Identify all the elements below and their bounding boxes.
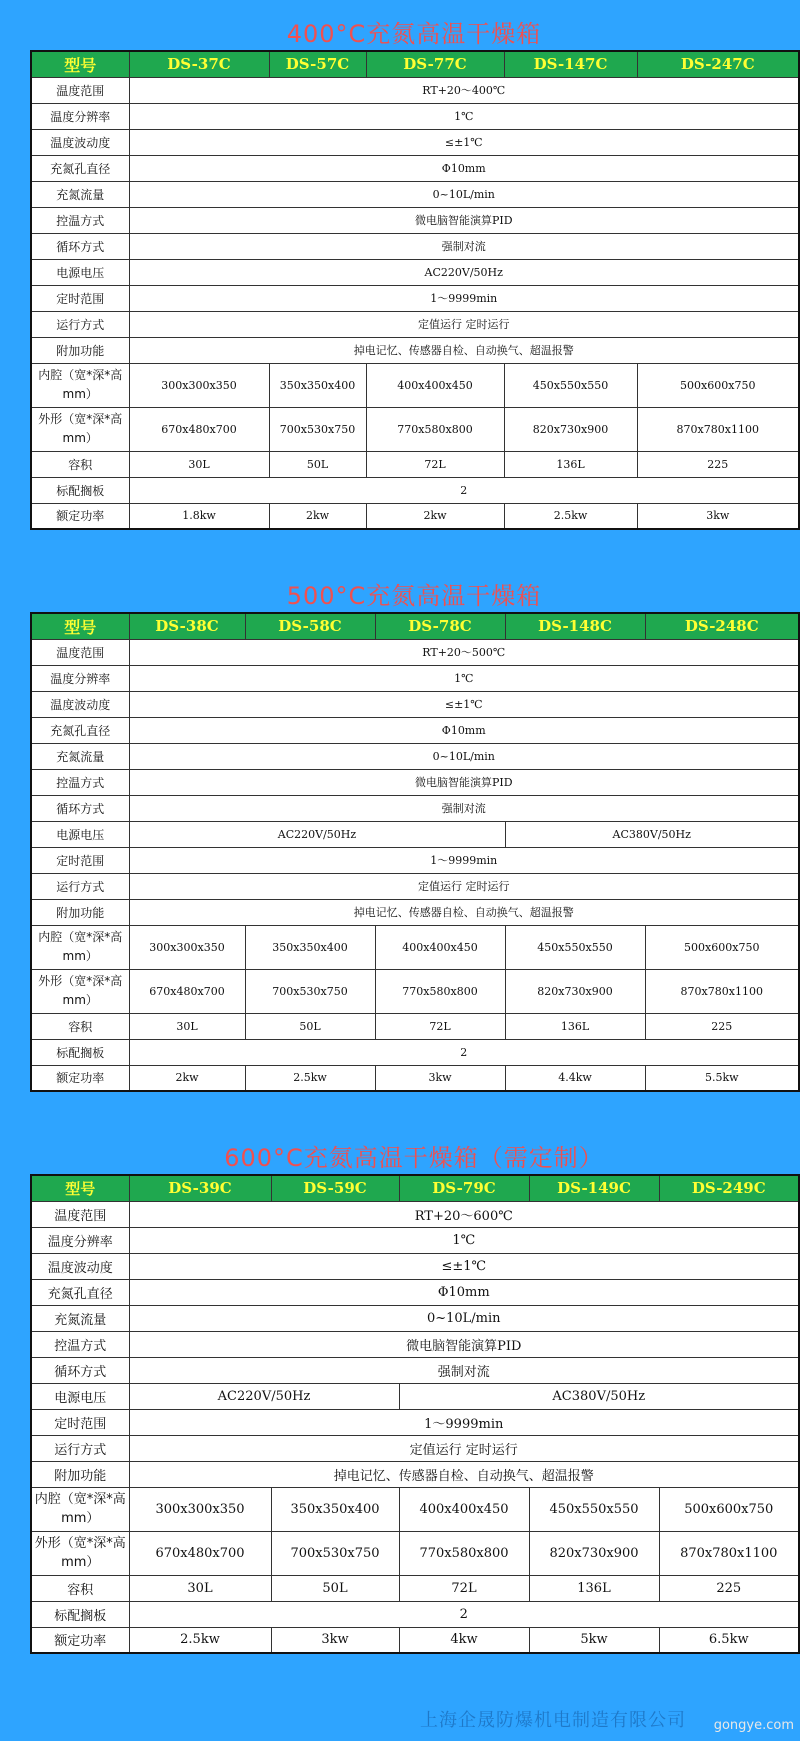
row-label: 附加功能 bbox=[31, 1461, 129, 1487]
row-value: 30L bbox=[129, 1013, 245, 1039]
spec-table bbox=[30, 50, 800, 530]
row-label: 充氮流量 bbox=[31, 181, 129, 207]
row-value: 670x480x700 bbox=[129, 407, 269, 451]
header-row bbox=[31, 1175, 799, 1201]
row-value: 30L bbox=[129, 1575, 271, 1601]
row-label: 标配搁板 bbox=[31, 1039, 129, 1065]
row-value: AC220V/50Hz bbox=[129, 1383, 399, 1409]
row-value: 掉电记忆、传感器自检、自动换气、超温报警 bbox=[129, 337, 799, 363]
row-value: 136L bbox=[505, 1013, 645, 1039]
model-cell: DS-147C bbox=[504, 51, 637, 77]
spec-section-600 bbox=[30, 1142, 798, 1654]
model-cell: DS-149C bbox=[529, 1175, 659, 1201]
row-value: 450x550x550 bbox=[504, 363, 637, 407]
table-row bbox=[31, 1279, 799, 1305]
table-row bbox=[31, 1531, 799, 1575]
row-value: 4kw bbox=[399, 1627, 529, 1653]
row-value: 定值运行 定时运行 bbox=[129, 873, 799, 899]
row-value: 225 bbox=[659, 1575, 799, 1601]
table-row bbox=[31, 1227, 799, 1253]
row-value: 72L bbox=[375, 1013, 505, 1039]
row-value: 3kw bbox=[637, 503, 799, 529]
table-row bbox=[31, 969, 799, 1013]
row-value: 820x730x900 bbox=[504, 407, 637, 451]
row-value: AC220V/50Hz bbox=[129, 259, 799, 285]
table-row bbox=[31, 1461, 799, 1487]
row-label: 温度范围 bbox=[31, 1201, 129, 1227]
row-label: 温度分辨率 bbox=[31, 1227, 129, 1253]
spec-section-400 bbox=[30, 18, 798, 530]
row-label: 充氮孔直径 bbox=[31, 155, 129, 181]
table-row bbox=[31, 337, 799, 363]
row-label: 温度范围 bbox=[31, 77, 129, 103]
row-value: ≤±1℃ bbox=[129, 1253, 799, 1279]
row-value: 4.4kw bbox=[505, 1065, 645, 1091]
table-row bbox=[31, 1253, 799, 1279]
model-cell: DS-248C bbox=[645, 613, 799, 639]
row-value: 770x580x800 bbox=[375, 969, 505, 1013]
table-row bbox=[31, 477, 799, 503]
row-label: 额定功率 bbox=[31, 1627, 129, 1653]
row-value: 30L bbox=[129, 451, 269, 477]
row-label: 充氮孔直径 bbox=[31, 717, 129, 743]
row-value: 225 bbox=[645, 1013, 799, 1039]
row-label: 内腔（宽*深*高mm） bbox=[31, 1487, 129, 1531]
row-label: 容积 bbox=[31, 451, 129, 477]
row-label: 运行方式 bbox=[31, 311, 129, 337]
model-cell: DS-57C bbox=[269, 51, 366, 77]
row-value: 1～9999min bbox=[129, 847, 799, 873]
row-label: 循环方式 bbox=[31, 795, 129, 821]
row-value: 300x300x350 bbox=[129, 1487, 271, 1531]
row-value: ≤±1℃ bbox=[129, 129, 799, 155]
row-value: Φ10mm bbox=[129, 717, 799, 743]
row-value: 870x780x1100 bbox=[645, 969, 799, 1013]
table-row bbox=[31, 795, 799, 821]
row-value: 强制对流 bbox=[129, 233, 799, 259]
row-label: 额定功率 bbox=[31, 503, 129, 529]
row-label: 控温方式 bbox=[31, 1331, 129, 1357]
model-cell: DS-247C bbox=[637, 51, 799, 77]
row-label: 附加功能 bbox=[31, 337, 129, 363]
row-value: 5.5kw bbox=[645, 1065, 799, 1091]
row-value: 670x480x700 bbox=[129, 1531, 271, 1575]
model-header: 型号 bbox=[31, 51, 129, 77]
row-label: 运行方式 bbox=[31, 1435, 129, 1461]
row-label: 充氮流量 bbox=[31, 1305, 129, 1331]
row-label: 标配搁板 bbox=[31, 477, 129, 503]
row-value: 770x580x800 bbox=[399, 1531, 529, 1575]
row-label: 循环方式 bbox=[31, 1357, 129, 1383]
model-cell: DS-59C bbox=[271, 1175, 399, 1201]
model-cell: DS-58C bbox=[245, 613, 375, 639]
table-row bbox=[31, 207, 799, 233]
table-row bbox=[31, 743, 799, 769]
row-value: Φ10mm bbox=[129, 155, 799, 181]
row-value: 670x480x700 bbox=[129, 969, 245, 1013]
table-row bbox=[31, 285, 799, 311]
table-row bbox=[31, 1409, 799, 1435]
row-value: 400x400x450 bbox=[399, 1487, 529, 1531]
row-value: 450x550x550 bbox=[505, 925, 645, 969]
row-value: 6.5kw bbox=[659, 1627, 799, 1653]
table-row bbox=[31, 1331, 799, 1357]
table-row bbox=[31, 691, 799, 717]
company-watermark: 上海企晟防爆机电制造有限公司 bbox=[420, 1710, 686, 1731]
row-value: 500x600x750 bbox=[645, 925, 799, 969]
row-value: 2 bbox=[129, 1039, 799, 1065]
row-value: 2.5kw bbox=[504, 503, 637, 529]
row-value: AC220V/50Hz bbox=[129, 821, 505, 847]
row-value: AC380V/50Hz bbox=[505, 821, 799, 847]
row-label: 标配搁板 bbox=[31, 1601, 129, 1627]
row-value: 掉电记忆、传感器自检、自动换气、超温报警 bbox=[129, 899, 799, 925]
model-cell: DS-78C bbox=[375, 613, 505, 639]
table-row bbox=[31, 1575, 799, 1601]
table-row bbox=[31, 821, 799, 847]
row-value: 870x780x1100 bbox=[659, 1531, 799, 1575]
spec-table bbox=[30, 612, 800, 1092]
row-value: 400x400x450 bbox=[375, 925, 505, 969]
row-label: 定时范围 bbox=[31, 1409, 129, 1435]
header-row bbox=[31, 51, 799, 77]
row-value: 350x350x400 bbox=[245, 925, 375, 969]
row-label: 内腔（宽*深*高mm） bbox=[31, 925, 129, 969]
model-cell: DS-37C bbox=[129, 51, 269, 77]
row-label: 运行方式 bbox=[31, 873, 129, 899]
row-value: 5kw bbox=[529, 1627, 659, 1653]
table-row bbox=[31, 639, 799, 665]
table-row bbox=[31, 259, 799, 285]
row-label: 外形（宽*深*高mm） bbox=[31, 969, 129, 1013]
row-value: 微电脑智能演算PID bbox=[129, 769, 799, 795]
row-value: 50L bbox=[271, 1575, 399, 1601]
model-header: 型号 bbox=[31, 613, 129, 639]
table-row bbox=[31, 363, 799, 407]
row-value: 350x350x400 bbox=[269, 363, 366, 407]
row-label: 温度波动度 bbox=[31, 129, 129, 155]
table-row bbox=[31, 1487, 799, 1531]
row-value: 300x300x350 bbox=[129, 363, 269, 407]
row-value: 强制对流 bbox=[129, 1357, 799, 1383]
row-label: 电源电压 bbox=[31, 259, 129, 285]
model-cell: DS-79C bbox=[399, 1175, 529, 1201]
table-row bbox=[31, 873, 799, 899]
table-row bbox=[31, 311, 799, 337]
row-value: 136L bbox=[504, 451, 637, 477]
row-label: 外形（宽*深*高mm） bbox=[31, 1531, 129, 1575]
table-row bbox=[31, 925, 799, 969]
row-label: 定时范围 bbox=[31, 285, 129, 311]
model-cell: DS-77C bbox=[366, 51, 504, 77]
row-value: RT+20～600℃ bbox=[129, 1201, 799, 1227]
row-value: RT+20～500℃ bbox=[129, 639, 799, 665]
row-value: 450x550x550 bbox=[529, 1487, 659, 1531]
table-row bbox=[31, 1357, 799, 1383]
table-row bbox=[31, 181, 799, 207]
row-value: 500x600x750 bbox=[637, 363, 799, 407]
row-value: 2kw bbox=[129, 1065, 245, 1091]
row-value: 72L bbox=[399, 1575, 529, 1601]
row-value: 2.5kw bbox=[245, 1065, 375, 1091]
table-row bbox=[31, 129, 799, 155]
row-label: 电源电压 bbox=[31, 821, 129, 847]
model-header: 型号 bbox=[31, 1175, 129, 1201]
row-value: 300x300x350 bbox=[129, 925, 245, 969]
table-row bbox=[31, 899, 799, 925]
row-label: 定时范围 bbox=[31, 847, 129, 873]
row-value: 820x730x900 bbox=[529, 1531, 659, 1575]
row-label: 温度波动度 bbox=[31, 691, 129, 717]
row-label: 温度分辨率 bbox=[31, 665, 129, 691]
spec-table bbox=[30, 1174, 800, 1654]
row-value: 700x530x750 bbox=[269, 407, 366, 451]
row-value: ≤±1℃ bbox=[129, 691, 799, 717]
table-row bbox=[31, 1601, 799, 1627]
row-label: 循环方式 bbox=[31, 233, 129, 259]
header-row bbox=[31, 613, 799, 639]
row-value: 820x730x900 bbox=[505, 969, 645, 1013]
model-cell: DS-249C bbox=[659, 1175, 799, 1201]
table-row bbox=[31, 1013, 799, 1039]
section-title: 600°C充氮高温干燥箱（需定制） bbox=[224, 1144, 604, 1172]
row-value: AC380V/50Hz bbox=[399, 1383, 799, 1409]
row-label: 充氮流量 bbox=[31, 743, 129, 769]
row-value: 770x580x800 bbox=[366, 407, 504, 451]
row-value: 1～9999min bbox=[129, 285, 799, 311]
row-value: 2.5kw bbox=[129, 1627, 271, 1653]
row-value: 50L bbox=[269, 451, 366, 477]
table-row bbox=[31, 1435, 799, 1461]
row-value: 2 bbox=[129, 1601, 799, 1627]
row-value: 1.8kw bbox=[129, 503, 269, 529]
table-row bbox=[31, 1201, 799, 1227]
row-label: 温度分辨率 bbox=[31, 103, 129, 129]
row-value: 定值运行 定时运行 bbox=[129, 1435, 799, 1461]
table-row bbox=[31, 1305, 799, 1331]
table-row bbox=[31, 717, 799, 743]
row-value: 强制对流 bbox=[129, 795, 799, 821]
table-row bbox=[31, 233, 799, 259]
table-row bbox=[31, 77, 799, 103]
row-label: 额定功率 bbox=[31, 1065, 129, 1091]
row-value: 1～9999min bbox=[129, 1409, 799, 1435]
model-cell: DS-39C bbox=[129, 1175, 271, 1201]
row-value: 72L bbox=[366, 451, 504, 477]
section-title: 400°C充氮高温干燥箱 bbox=[286, 20, 542, 48]
model-cell: DS-38C bbox=[129, 613, 245, 639]
row-value: 2kw bbox=[269, 503, 366, 529]
table-row bbox=[31, 103, 799, 129]
row-value: 3kw bbox=[271, 1627, 399, 1653]
section-title: 500°C充氮高温干燥箱 bbox=[286, 582, 542, 610]
table-row bbox=[31, 1383, 799, 1409]
model-cell: DS-148C bbox=[505, 613, 645, 639]
row-value: 50L bbox=[245, 1013, 375, 1039]
table-row bbox=[31, 1065, 799, 1091]
row-value: 870x780x1100 bbox=[637, 407, 799, 451]
row-value: 0~10L/min bbox=[129, 1305, 799, 1331]
row-value: 0~10L/min bbox=[129, 743, 799, 769]
row-value: 1℃ bbox=[129, 103, 799, 129]
row-value: 700x530x750 bbox=[271, 1531, 399, 1575]
row-label: 温度范围 bbox=[31, 639, 129, 665]
row-label: 温度波动度 bbox=[31, 1253, 129, 1279]
spec-section-500 bbox=[30, 580, 798, 1092]
row-label: 外形（宽*深*高mm） bbox=[31, 407, 129, 451]
row-value: 微电脑智能演算PID bbox=[129, 1331, 799, 1357]
row-value: 定值运行 定时运行 bbox=[129, 311, 799, 337]
table-row bbox=[31, 665, 799, 691]
row-label: 电源电压 bbox=[31, 1383, 129, 1409]
row-label: 控温方式 bbox=[31, 769, 129, 795]
row-label: 控温方式 bbox=[31, 207, 129, 233]
table-row bbox=[31, 451, 799, 477]
table-row bbox=[31, 769, 799, 795]
row-label: 容积 bbox=[31, 1575, 129, 1601]
row-value: 微电脑智能演算PID bbox=[129, 207, 799, 233]
row-label: 附加功能 bbox=[31, 899, 129, 925]
table-row bbox=[31, 503, 799, 529]
row-value: 225 bbox=[637, 451, 799, 477]
row-value: 3kw bbox=[375, 1065, 505, 1091]
row-value: 2 bbox=[129, 477, 799, 503]
row-value: 1℃ bbox=[129, 665, 799, 691]
row-label: 容积 bbox=[31, 1013, 129, 1039]
site-watermark: gongye.com bbox=[713, 1718, 794, 1733]
row-value: 2kw bbox=[366, 503, 504, 529]
row-value: Φ10mm bbox=[129, 1279, 799, 1305]
row-value: 400x400x450 bbox=[366, 363, 504, 407]
table-row bbox=[31, 847, 799, 873]
table-row bbox=[31, 155, 799, 181]
row-value: RT+20～400℃ bbox=[129, 77, 799, 103]
row-value: 500x600x750 bbox=[659, 1487, 799, 1531]
table-row bbox=[31, 1039, 799, 1065]
row-value: 700x530x750 bbox=[245, 969, 375, 1013]
table-row bbox=[31, 1627, 799, 1653]
row-label: 充氮孔直径 bbox=[31, 1279, 129, 1305]
row-value: 136L bbox=[529, 1575, 659, 1601]
row-value: 350x350x400 bbox=[271, 1487, 399, 1531]
row-value: 掉电记忆、传感器自检、自动换气、超温报警 bbox=[129, 1461, 799, 1487]
row-value: 0~10L/min bbox=[129, 181, 799, 207]
row-label: 内腔（宽*深*高mm） bbox=[31, 363, 129, 407]
row-value: 1℃ bbox=[129, 1227, 799, 1253]
table-row bbox=[31, 407, 799, 451]
